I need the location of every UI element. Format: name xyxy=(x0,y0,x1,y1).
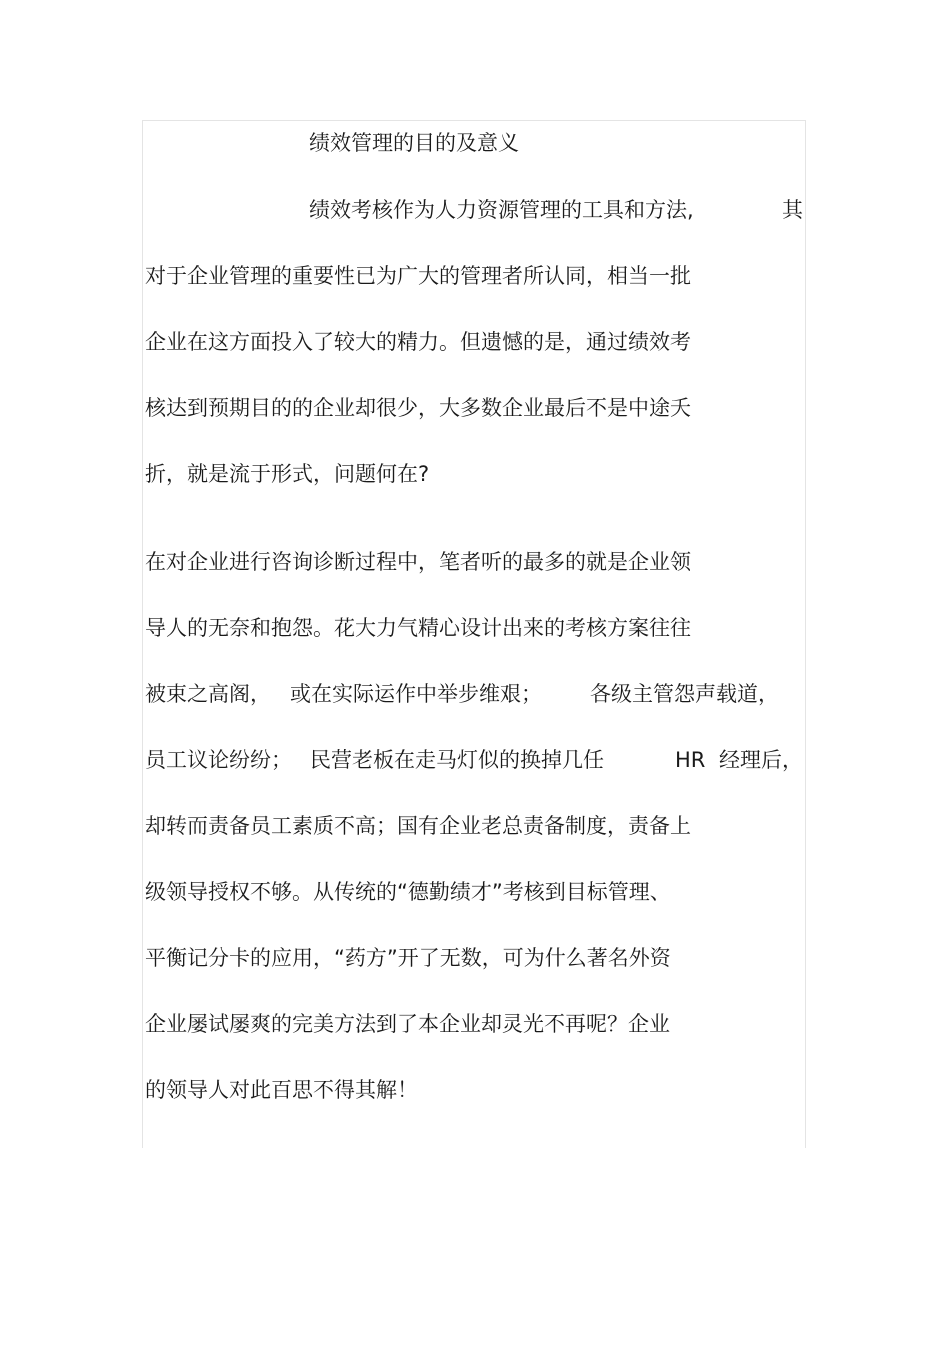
paragraph-1-line-2: 对于企业管理的重要性已为广大的管理者所认同，相当一批 xyxy=(145,264,691,288)
paragraph-2-line-4a: 员工议论纷纷； xyxy=(145,748,292,772)
paragraph-2-line-4c: HR xyxy=(675,748,706,772)
paragraph-2-line-9: 的领导人对此百思不得其解！ xyxy=(145,1078,418,1102)
document-title: 绩效管理的目的及意义 xyxy=(309,131,519,155)
paragraph-1-line-1-tail: 其 xyxy=(782,198,803,222)
paragraph-1-line-5: 折，就是流于形式，问题何在? xyxy=(145,462,430,486)
paragraph-2-line-3a: 被束之高阁， xyxy=(145,682,271,706)
paragraph-2-line-4b: 民营老板在走马灯似的换掉几任 xyxy=(310,748,604,772)
paragraph-2-line-3c: 各级主管怨声载道， xyxy=(590,682,779,706)
paragraph-1-line-3: 企业在这方面投入了较大的精力。但遗憾的是，通过绩效考 xyxy=(145,330,691,354)
paragraph-1-line-1: 绩效考核作为人力资源管理的工具和方法, xyxy=(309,198,694,222)
paragraph-1-line-4: 核达到预期目的的企业却很少，大多数企业最后不是中途夭 xyxy=(145,396,691,420)
paragraph-2-line-8: 企业屡试屡爽的完美方法到了本企业却灵光不再呢？企业 xyxy=(145,1012,670,1036)
paragraph-2-line-5: 却转而责备员工素质不高；国有企业老总责备制度，责备上 xyxy=(145,814,691,838)
paragraph-2-line-2: 导人的无奈和抱怨。花大力气精心设计出来的考核方案往往 xyxy=(145,616,691,640)
paragraph-2-line-4d: 经理后， xyxy=(719,748,803,772)
paragraph-2-line-6: 级领导授权不够。从传统的“德勤绩才”考核到目标管理、 xyxy=(145,880,671,904)
paragraph-2-line-7: 平衡记分卡的应用，“药方”开了无数，可为什么著名外资 xyxy=(145,946,671,970)
paragraph-2-line-1: 在对企业进行咨询诊断过程中，笔者听的最多的就是企业领 xyxy=(145,550,691,574)
paragraph-2-line-3b: 或在实际运作中举步维艰； xyxy=(290,682,542,706)
